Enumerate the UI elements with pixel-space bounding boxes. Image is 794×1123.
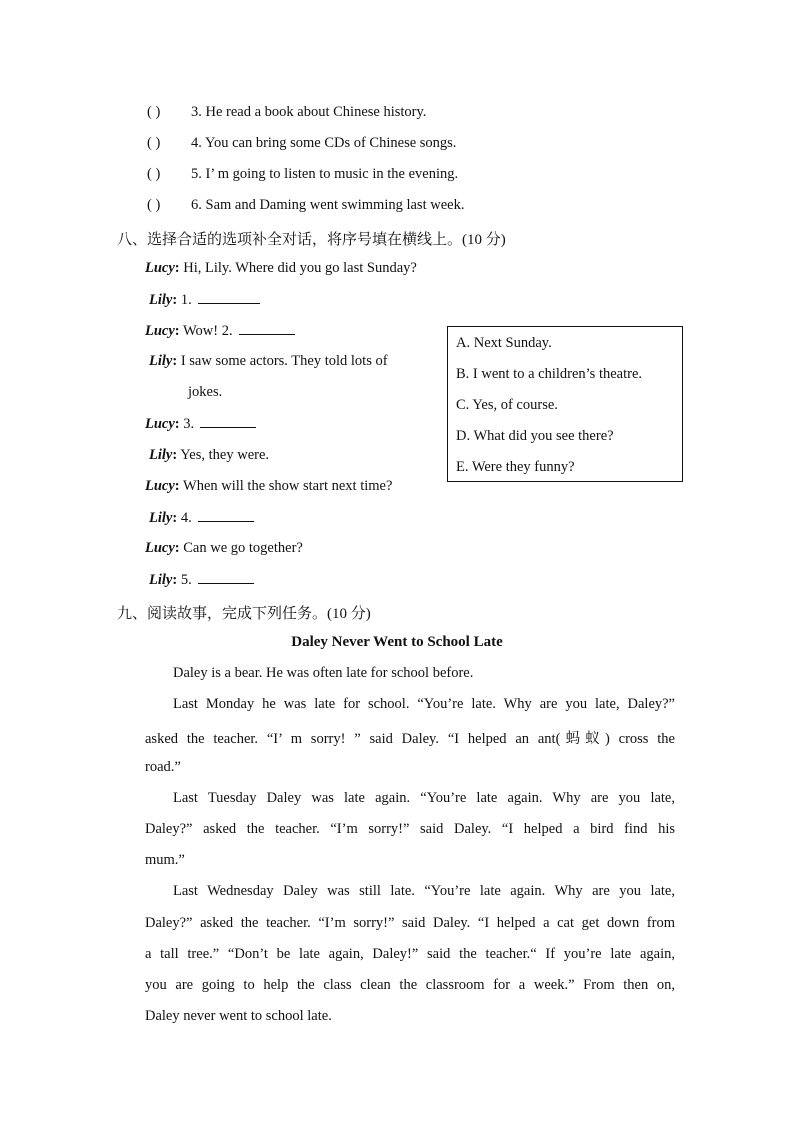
dialogue-text: 3. — [179, 416, 195, 432]
answer-blank-1[interactable] — [198, 291, 260, 304]
dialogue-line: Lucy: Can we go together? — [145, 540, 303, 556]
dialogue-text: Can we go together? — [179, 540, 303, 556]
dialogue-line: Lily: 4. — [149, 509, 254, 527]
tf-item-4 — [147, 135, 456, 152]
speaker-name: Lucy — [145, 478, 175, 494]
dialogue-line: Lucy: Wow! 2. — [145, 322, 295, 340]
dialogue-text: Hi, Lily. Where did you go last Sunday? — [179, 260, 417, 276]
section-9-heading: 九、阅读故事，完成下列任务。(10 分) — [117, 606, 371, 622]
answer-bracket[interactable]: ( ) — [147, 166, 161, 182]
option-d: D. What did you see there? — [456, 428, 614, 444]
dialogue-line: Lily: Yes, they were. — [149, 447, 270, 463]
story-line: you are going to help the class clean the classroom for a week.” From then on, — [145, 977, 675, 993]
speaker-name: Lily — [149, 447, 173, 463]
story-line: a tall tree.” “Don’t be late again, Daley!” said the teacher.“ If you’re late again, — [145, 946, 675, 962]
option-e: E. Were they funny? — [456, 459, 575, 475]
dialogue-text: 1. — [177, 292, 192, 308]
story-title: Daley Never Went to School Late — [291, 634, 503, 650]
dialogue-text: 5. — [177, 572, 192, 588]
tf-item-3 — [147, 104, 426, 121]
dialogue-text: When will the show start next time? — [179, 478, 393, 494]
tf-item-text: 4. You can bring some CDs of Chinese songs. — [191, 135, 457, 151]
tf-item-text: 3. He read a book about Chinese history. — [191, 104, 427, 120]
answer-bracket[interactable]: ( ) — [147, 135, 161, 151]
dialogue-text: 4. — [177, 510, 192, 526]
speaker-name: Lily — [149, 572, 173, 588]
dialogue-text: I saw some actors. They told lots of — [177, 353, 388, 369]
speaker-name: Lily — [149, 353, 173, 369]
tf-item-text: 6. Sam and Daming went swimming last week. — [191, 197, 465, 213]
answer-blank-2[interactable] — [239, 322, 295, 335]
dialogue-line: Lily: 5. — [149, 571, 254, 589]
dialogue-text: Yes, they were. — [177, 447, 270, 463]
option-c: C. Yes, of course. — [456, 397, 558, 413]
speaker-name: Lucy — [145, 540, 175, 556]
answer-blank-5[interactable] — [198, 571, 254, 584]
dialogue-line: Lily: 1. — [149, 291, 260, 309]
story-line: mum.” — [145, 852, 185, 868]
story-line: Last Wednesday Daley was still late. “You’re late again. Why are you late, — [173, 883, 675, 899]
story-line: Daley never went to school late. — [145, 1008, 332, 1024]
section-8-heading: 八、选择合适的选项补全对话，将序号填在横线上。(10 分) — [117, 232, 506, 248]
dialogue-line: Lucy: When will the show start next time? — [145, 478, 393, 494]
speaker-name: Lily — [149, 292, 173, 308]
answer-blank-3[interactable] — [200, 415, 256, 428]
answer-bracket[interactable]: ( ) — [147, 104, 161, 120]
dialogue-line: Lucy: Hi, Lily. Where did you go last Sunday? — [145, 260, 417, 276]
dialogue-line: Lucy: 3. — [145, 415, 256, 433]
speaker-name: Lucy — [145, 416, 175, 432]
answer-blank-4[interactable] — [198, 509, 254, 522]
tf-item-5 — [147, 166, 458, 183]
answer-bracket[interactable]: ( ) — [147, 197, 161, 213]
story-line: Daley?” asked the teacher. “I’m sorry!” said Daley. “I helped a cat get down from — [145, 915, 675, 931]
option-b: B. I went to a children’s theatre. — [456, 366, 643, 382]
story-line: road.” — [145, 759, 181, 775]
speaker-name: Lily — [149, 510, 173, 526]
story-line: Last Tuesday Daley was late again. “You’re late again. Why are you late, — [173, 790, 675, 806]
speaker-name: Lucy — [145, 260, 175, 276]
tf-item-6 — [147, 197, 464, 214]
option-a: A. Next Sunday. — [456, 335, 552, 351]
options-box — [447, 326, 683, 482]
story-line: asked the teacher. “I’ m sorry! ” said Daley. “I helped an ant(蚂蚁) cross the — [145, 731, 675, 747]
story-line: Last Monday he was late for school. “You’re late. Why are you late, Daley?” — [173, 696, 675, 712]
dialogue-text: Wow! 2. — [179, 323, 233, 339]
story-line: Daley is a bear. He was often late for school before. — [173, 665, 474, 681]
story-line: Daley?” asked the teacher. “I’m sorry!” said Daley. “I helped a bird find his — [145, 821, 675, 837]
dialogue-line-continued: jokes. — [188, 384, 223, 400]
tf-item-text: 5. I’ m going to listen to music in the evening. — [191, 166, 459, 182]
dialogue-line: Lily: I saw some actors. They told lots of — [149, 353, 388, 369]
speaker-name: Lucy — [145, 323, 175, 339]
